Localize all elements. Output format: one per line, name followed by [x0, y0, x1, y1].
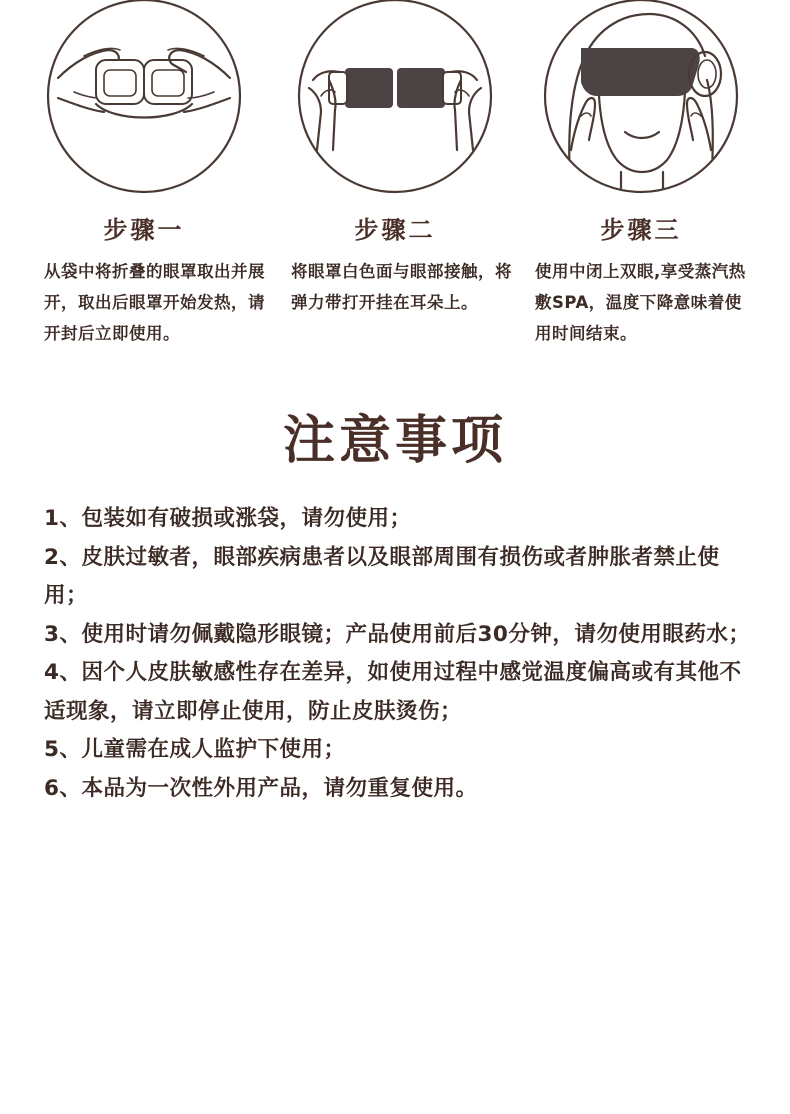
notes-list — [44, 500, 754, 808]
hands-unfolding-eye-mask-icon — [44, 0, 244, 200]
step-2-description: 将眼罩白色面与眼部接触，将弹力带打开挂在耳朵上。 — [291, 262, 512, 312]
step-1-title: 步骤一 — [103, 216, 185, 244]
note-item: 4、因个人皮肤敏感性存在差异，如使用过程中感觉温度偏高或有其他不适现象，请立即停止使用，防止皮肤烫伤； — [44, 660, 742, 724]
note-item: 5、儿童需在成人监护下使用； — [44, 737, 346, 762]
step-3-title: 步骤三 — [600, 216, 682, 244]
note-item: 2、皮肤过敏者，眼部疾病患者以及眼部周围有损伤或者肿胀者禁止使用； — [44, 544, 720, 608]
step-3-description: 使用中闭上双眼,享受蒸汽热敷SPA，温度下降意味着使用时间结束。 — [535, 262, 746, 343]
woman-wearing-eye-mask-icon — [541, 0, 741, 200]
hands-stretching-eye-mask-icon — [295, 0, 495, 200]
notes-title: 注意事项 — [282, 411, 507, 471]
note-item: 6、本品为一次性外用产品，请勿重复使用。 — [44, 775, 478, 801]
step-1-description: 从袋中将折叠的眼罩取出并展开，取出后眼罩开始发热，请开封后立即使用。 — [44, 262, 265, 343]
step-2-title: 步骤二 — [354, 216, 436, 244]
note-item: 1、包装如有破损或涨袋，请勿使用； — [44, 506, 412, 531]
note-item: 3、使用时请勿佩戴隐形眼镜；产品使用前后30分钟，请勿使用眼药水； — [44, 621, 751, 647]
